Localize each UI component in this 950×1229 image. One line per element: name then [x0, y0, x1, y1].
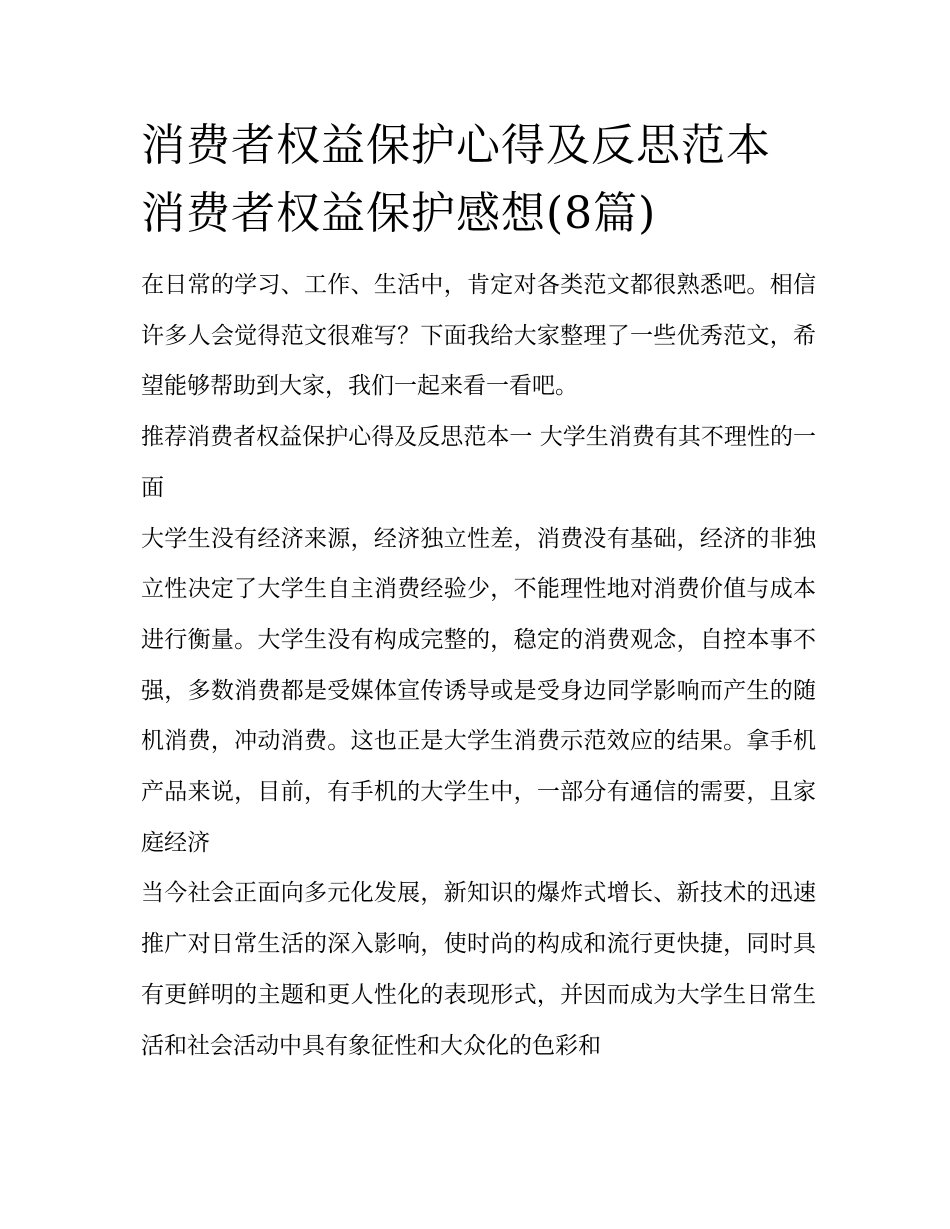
- paragraph-body-1: 大学生没有经济来源，经济独立性差，消费没有基础，经济的非独立性决定了大学生自主消费经验少，不能理性地对消费价值与成本进行衡量。大学生没有构成完整的，稳定的消费观念，自控本事不强，多数消费都是受媒体宣传诱导或是受身边同学影响而产生的随机消费，冲动消费。这也正是大学生消费示范效应的结果。拿手机产品来说，目前，有手机的大学生中，一部分有通信的需要，且家庭经济: [141, 525, 816, 856]
- paragraph-body-2: 当今社会正面向多元化发展，新知识的爆炸式增长、新技术的迅速推广对日常生活的深入影响，使时尚的构成和流行更快捷，同时具有更鲜明的主题和更人性化的表现形式，并因而成为大学生日常生活和社会活动中具有象征性和大众化的色彩和: [141, 880, 816, 1059]
- paragraph-section-heading: 推荐消费者权益保护心得及反思范本一 大学生消费有其不理性的一面: [141, 424, 816, 501]
- document-body: [141, 260, 816, 1071]
- document-title: 消费者权益保护心得及反思范本 消费者权益保护感想(8篇): [141, 120, 771, 239]
- document-page: [141, 112, 816, 1071]
- paragraph-intro: 在日常的学习、工作、生活中，肯定对各类范文都很熟悉吧。相信许多人会觉得范文很难写？下面我给大家整理了一些优秀范文，希望能够帮助到大家，我们一起来看一看吧。: [141, 272, 816, 400]
